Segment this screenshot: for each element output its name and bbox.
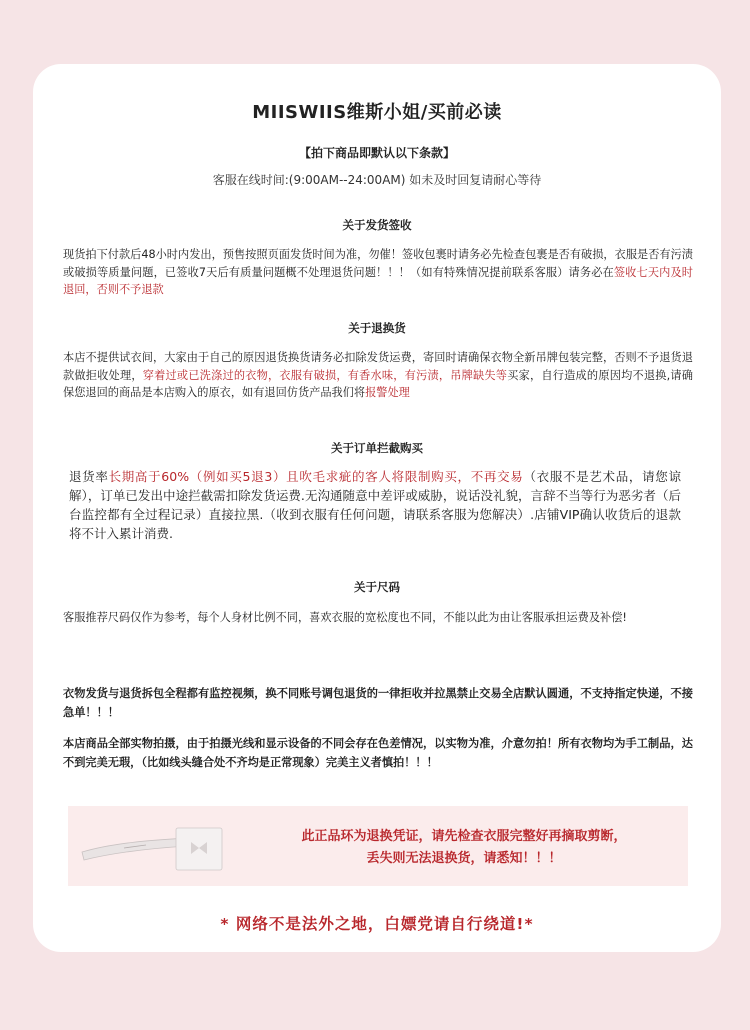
footer-warning: * 网络不是法外之地，白嫖党请自行绕道!* xyxy=(220,915,534,933)
default-terms-notice: 【拍下商品即默认以下条款】 xyxy=(298,146,455,160)
security-tag-image xyxy=(76,820,246,876)
video-notice: 衣物发货与退货拆包全程都有监控视频，换不同账号调包退货的一律拒收并拉黑禁止交易全店默认圆通，不支持指定快递，不接急单！！！ xyxy=(63,687,693,719)
tag-warning-line-2: 丢失则无法退换货，请悉知！！！ xyxy=(366,851,562,866)
return-rate-warning: 长期高于60%（例如买5退3）且吹毛求疵的客人将限制购买，不再交易 xyxy=(108,469,524,484)
tag-warning-line-1: 此正品环为退换凭证，请先检查衣服完整好再摘取剪断， xyxy=(301,829,627,844)
shipping-text: 现货拍下付款后48小时内发出，预售按照页面发货时间为准，勿催！签收包裹时请务必先检查包裹是否有破损，衣服是否有污渍或破损等质量问题，已签收7天后有质量问题概不处理退货问题！！！（如有特殊情况提前联系客服）请务必在签收七天内及时退回，否则不予退款 xyxy=(63,248,693,296)
blocking-heading: 关于订单拦截购买 xyxy=(331,441,423,455)
police-warning: 报警处理 xyxy=(365,386,410,399)
service-hours: 客服在线时间:(9:00AM--24:00AM) 如未及时回复请耐心等待 xyxy=(212,173,542,187)
returns-conditions: 穿着过或已洗涤过的衣物，衣服有破损，有香水味，有污渍，吊牌缺失等 xyxy=(142,368,508,382)
notice-card xyxy=(33,64,721,952)
shipping-warning: 签收七天内及时退回，否则不予退款 xyxy=(63,265,693,296)
blocking-text: 退货率长期高于60%（例如买5退3）且吹毛求疵的客人将限制购买，不再交易（衣服不是艺术品，请您谅解），订单已发出中途拦截需扣除发货运费.无沟通随意中差评或威胁，说话没礼貌，言辞不当等行为恶劣者（后台监控都有全过程记录）直接拉黑.（收到衣服有任何问题，请联系客服为您解决）.店铺VIP确认收货后的退款将不计入累计消费. xyxy=(69,469,681,541)
page-title: MIISWIIS维斯小姐/买前必读 xyxy=(252,102,502,123)
photo-notice: 本店商品全部实物拍摄，由于拍摄光线和显示设备的不同会存在色差情况，以实物为准，介意勿拍！所有衣物均为手工制品，达不到完美无瑕，（比如线头缝合处不齐均是正常现象）完美主义者慎拍！！！ xyxy=(63,737,693,769)
tag-warning xyxy=(248,826,680,870)
sizing-heading: 关于尺码 xyxy=(354,580,400,594)
shipping-heading: 关于发货签收 xyxy=(342,218,412,232)
returns-heading: 关于退换货 xyxy=(348,321,406,335)
returns-text: 本店不提供试衣间，大家由于自己的原因退货换货请务必扣除发货运费，寄回时请确保衣物全新吊牌包装完整，否则不予退货退款做拒收处理，穿着过或已洗涤过的衣物，衣服有破损，有香水味，有污渍，吊牌缺失等买家，自行造成的原因均不退换,请确保您退回的商品是本店购入的原衣，如有退回仿货产品我们将报警处理 xyxy=(63,351,693,399)
security-tag-panel xyxy=(68,806,688,886)
sizing-text: 客服推荐尺码仅作为参考，每个人身材比例不同，喜欢衣服的宽松度也不同，不能以此为由让客服承担运费及补偿! xyxy=(63,611,627,624)
